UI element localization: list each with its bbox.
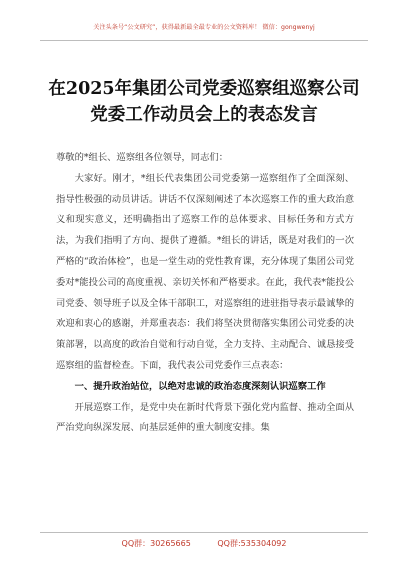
paragraph-intro: 大家好。刚才，*组长代表集团公司党委第一巡察组作了全面深刻、指导性极强的动员讲话。讲话不仅深刻阐述了本次巡察工作的重大政治意义和现实意义，还明确指出了巡察工作的总体要求、目标任务和方式方法，为我们指明了方向、提供了遵循。*组长的讲话，既是对我们的一次严格的“政治体检”，也是一堂生动的党性教育课，充分体现了集团公司党委对*能投公司的高度重视、亲切关怀和严格要求。在此，我代表*能投公司党委、领导班子以及全体干部职工，对巡察组的进驻指导表示最诚挚的欢迎和衷心的感谢，并郑重表态：我们将坚决贯彻落实集团公司党委的决策部署，以高度的政治自觉和行动自觉，全力支持、主动配合、诚恳接受巡察组的监督检查。下面，我代表公司党委作三点表态： [56,172,354,371]
footer [0,538,408,549]
footer-divider [40,532,368,533]
salutation: 尊敬的*组长、巡察组各位领导，同志们： [56,152,228,163]
footer-qq-group-1: QQ群：30265665 [121,539,191,548]
header-divider [40,40,368,41]
document-body [56,148,354,439]
document-title: 在2025年集团公司党委巡察组巡察公司党委工作动员会上的表态发言 [48,79,360,125]
section-heading-1: 一、提升政治站位，以绝对忠诚的政治态度深刻认识巡察工作 [74,380,326,392]
paragraph-section-1: 开展巡察工作，是党中央在新时代背景下强化党内监督、推动全面从严治党向纵深发展、向基层延伸的重大制度安排。集 [56,401,354,434]
footer-qq-group-2: QQ群:535304092 [217,539,287,548]
header-banner: 关注头条号“公文研究”，获得最新最全最专业的公文资料库！ 微信：gongwenyj [93,24,315,31]
